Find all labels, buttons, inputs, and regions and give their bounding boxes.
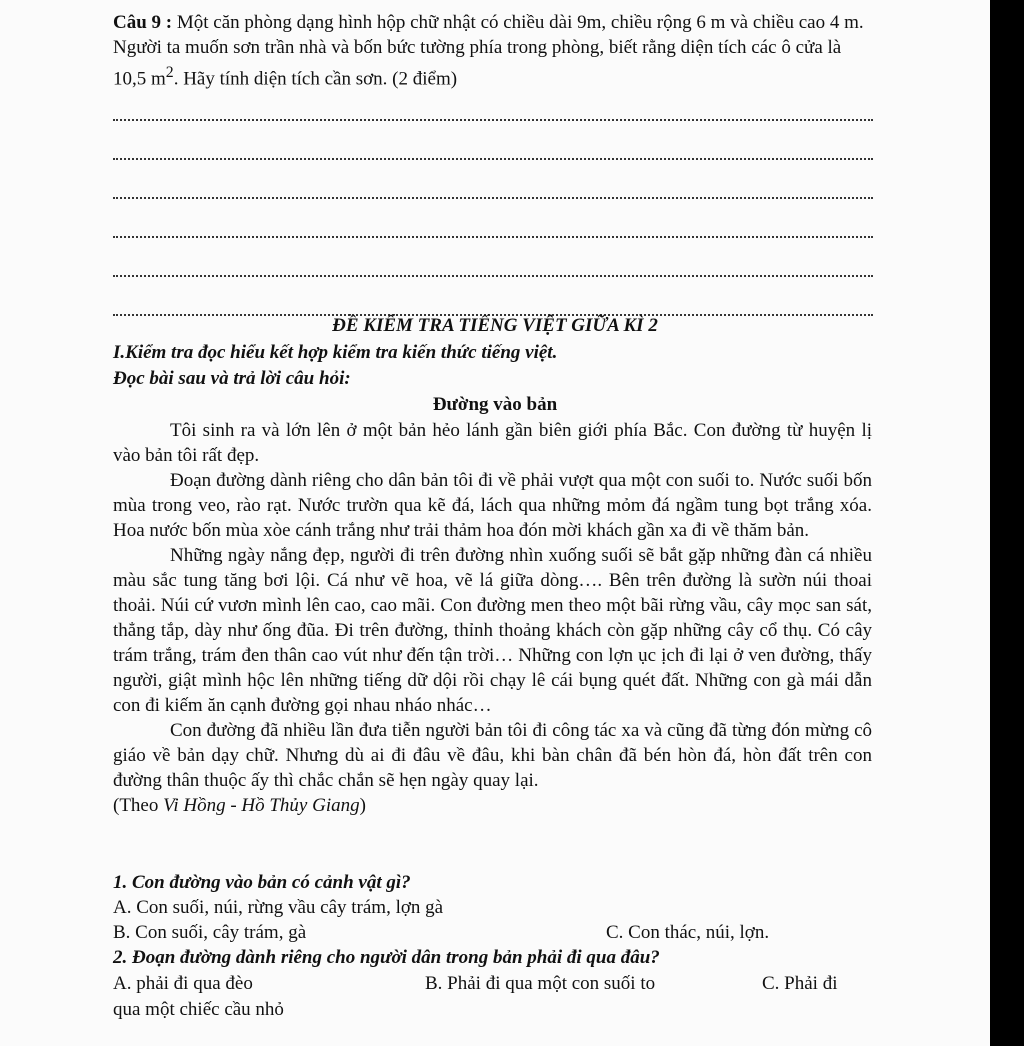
passage-paragraph: Tôi sinh ra và lớn lên ở một bản hẻo lánh gần biên giới phía Bắc. Con đường từ huyện lị vào bản tôi rất đẹp. bbox=[113, 420, 872, 466]
answer-lines bbox=[113, 82, 873, 316]
passage-paragraph: Đoạn đường dành riêng cho dân bản tôi đi về phải vượt qua một con suối to. Nước suối bốn mùa trong veo, rào rạt. Nước trườn qua kẽ đá, lách qua những mỏm đá ngầm tung bọt trắng xóa. Hoa nước bốn mùa xòe cánh trắng như trải thảm hoa đón mời khách gần xa đi về thăm bản. bbox=[113, 470, 872, 541]
passage-paragraph: Những ngày nắng đẹp, người đi trên đường nhìn xuống suối sẽ bắt gặp những đàn cá nhiều màu sắc tung tăng bơi lội. Cá như vẽ hoa, vẽ lá giữa dòng…. Bên trên đường là sườn núi thoai thoải. Núi cứ vươn mình lên cao, cao mãi. Con đường men theo một bãi rừng vầu, cây mọc san sát, thẳng tắp, dày như ống đũa. Đi trên đường, thỉnh thoảng khách còn gặp những cây cổ thụ. Có cây trám trắng, trám đen thân cao vút như đến tận trời… Những con lợn ục ịch đi lại ở ven đường, thấy người, giật mình hộc lên những tiếng dữ dội rồi chạy lê cái bụng quét đất. Những con gà mái dẫn con đi kiếm ăn cạnh đường gọi nhau nháo nhác… bbox=[113, 545, 872, 716]
answer-line bbox=[113, 160, 873, 199]
question-1-option-b: B. Con suối, cây trám, gà bbox=[113, 922, 307, 943]
answer-line bbox=[113, 121, 873, 160]
answer-line bbox=[113, 82, 873, 121]
reading-passage bbox=[113, 418, 872, 818]
question-1: 1. Con đường vào bản có cảnh vật gì? bbox=[113, 872, 411, 893]
question-2-option-b: B. Phải đi qua một con suối to bbox=[425, 973, 656, 994]
answer-line bbox=[113, 238, 873, 277]
section-heading: I.Kiểm tra đọc hiểu kết hợp kiểm tra kiến thức tiếng việt. bbox=[113, 342, 558, 363]
question-2-option-a: A. phải đi qua đèo bbox=[113, 973, 253, 994]
passage-source bbox=[113, 793, 872, 818]
passage-paragraph: Con đường đã nhiều lần đưa tiễn người bản tôi đi công tác xa và cũng đã từng đón mừng cô giáo về bản dạy chữ. Nhưng dù ai đi đâu về đâu, khi bàn chân đã bén hòn đá, hòn đất trên con đường thân thuộc ấy thì chắc chắn sẽ hẹn ngày quay lại. bbox=[113, 720, 872, 791]
instruction-heading: Đọc bài sau và trả lời câu hỏi: bbox=[113, 368, 351, 389]
question-9 bbox=[113, 10, 872, 91]
question-2-option-c: C. Phải đi bbox=[762, 973, 838, 994]
source-author: Vi Hồng - Hồ Thủy Giang bbox=[163, 795, 360, 816]
question-1-option-a: A. Con suối, núi, rừng vầu cây trám, lợn gà bbox=[113, 897, 444, 918]
question-9-superscript: 2 bbox=[165, 64, 174, 81]
source-prefix: (Theo bbox=[113, 795, 164, 816]
question-1-option-c: C. Con thác, núi, lợn. bbox=[606, 922, 770, 943]
question-2: 2. Đoạn đường dành riêng cho người dân trong bản phải đi qua đâu? bbox=[113, 947, 660, 968]
answer-line bbox=[113, 199, 873, 238]
answer-line bbox=[113, 277, 873, 316]
question-2-option-c-continued: qua một chiếc cầu nhỏ bbox=[113, 999, 284, 1020]
passage-title: Đường vào bản bbox=[432, 394, 558, 415]
question-9-tail: . Hãy tính diện tích cần sơn. (2 điểm) bbox=[173, 68, 458, 90]
question-9-text: Một căn phòng dạng hình hộp chữ nhật có chiều dài 9m, chiều rộng 6 m và chiều cao 4 m. Người ta muốn sơn trần nhà và bốn bức tường phía trong phòng, biết rằng diện tích các ô cửa là 10,5 m bbox=[113, 12, 864, 90]
source-suffix: ) bbox=[359, 795, 366, 816]
question-9-label: Câu 9 : bbox=[113, 12, 173, 33]
exam-title: ĐỀ KIỂM TRA TIẾNG VIỆT GIỮA KÌ 2 bbox=[332, 315, 658, 336]
